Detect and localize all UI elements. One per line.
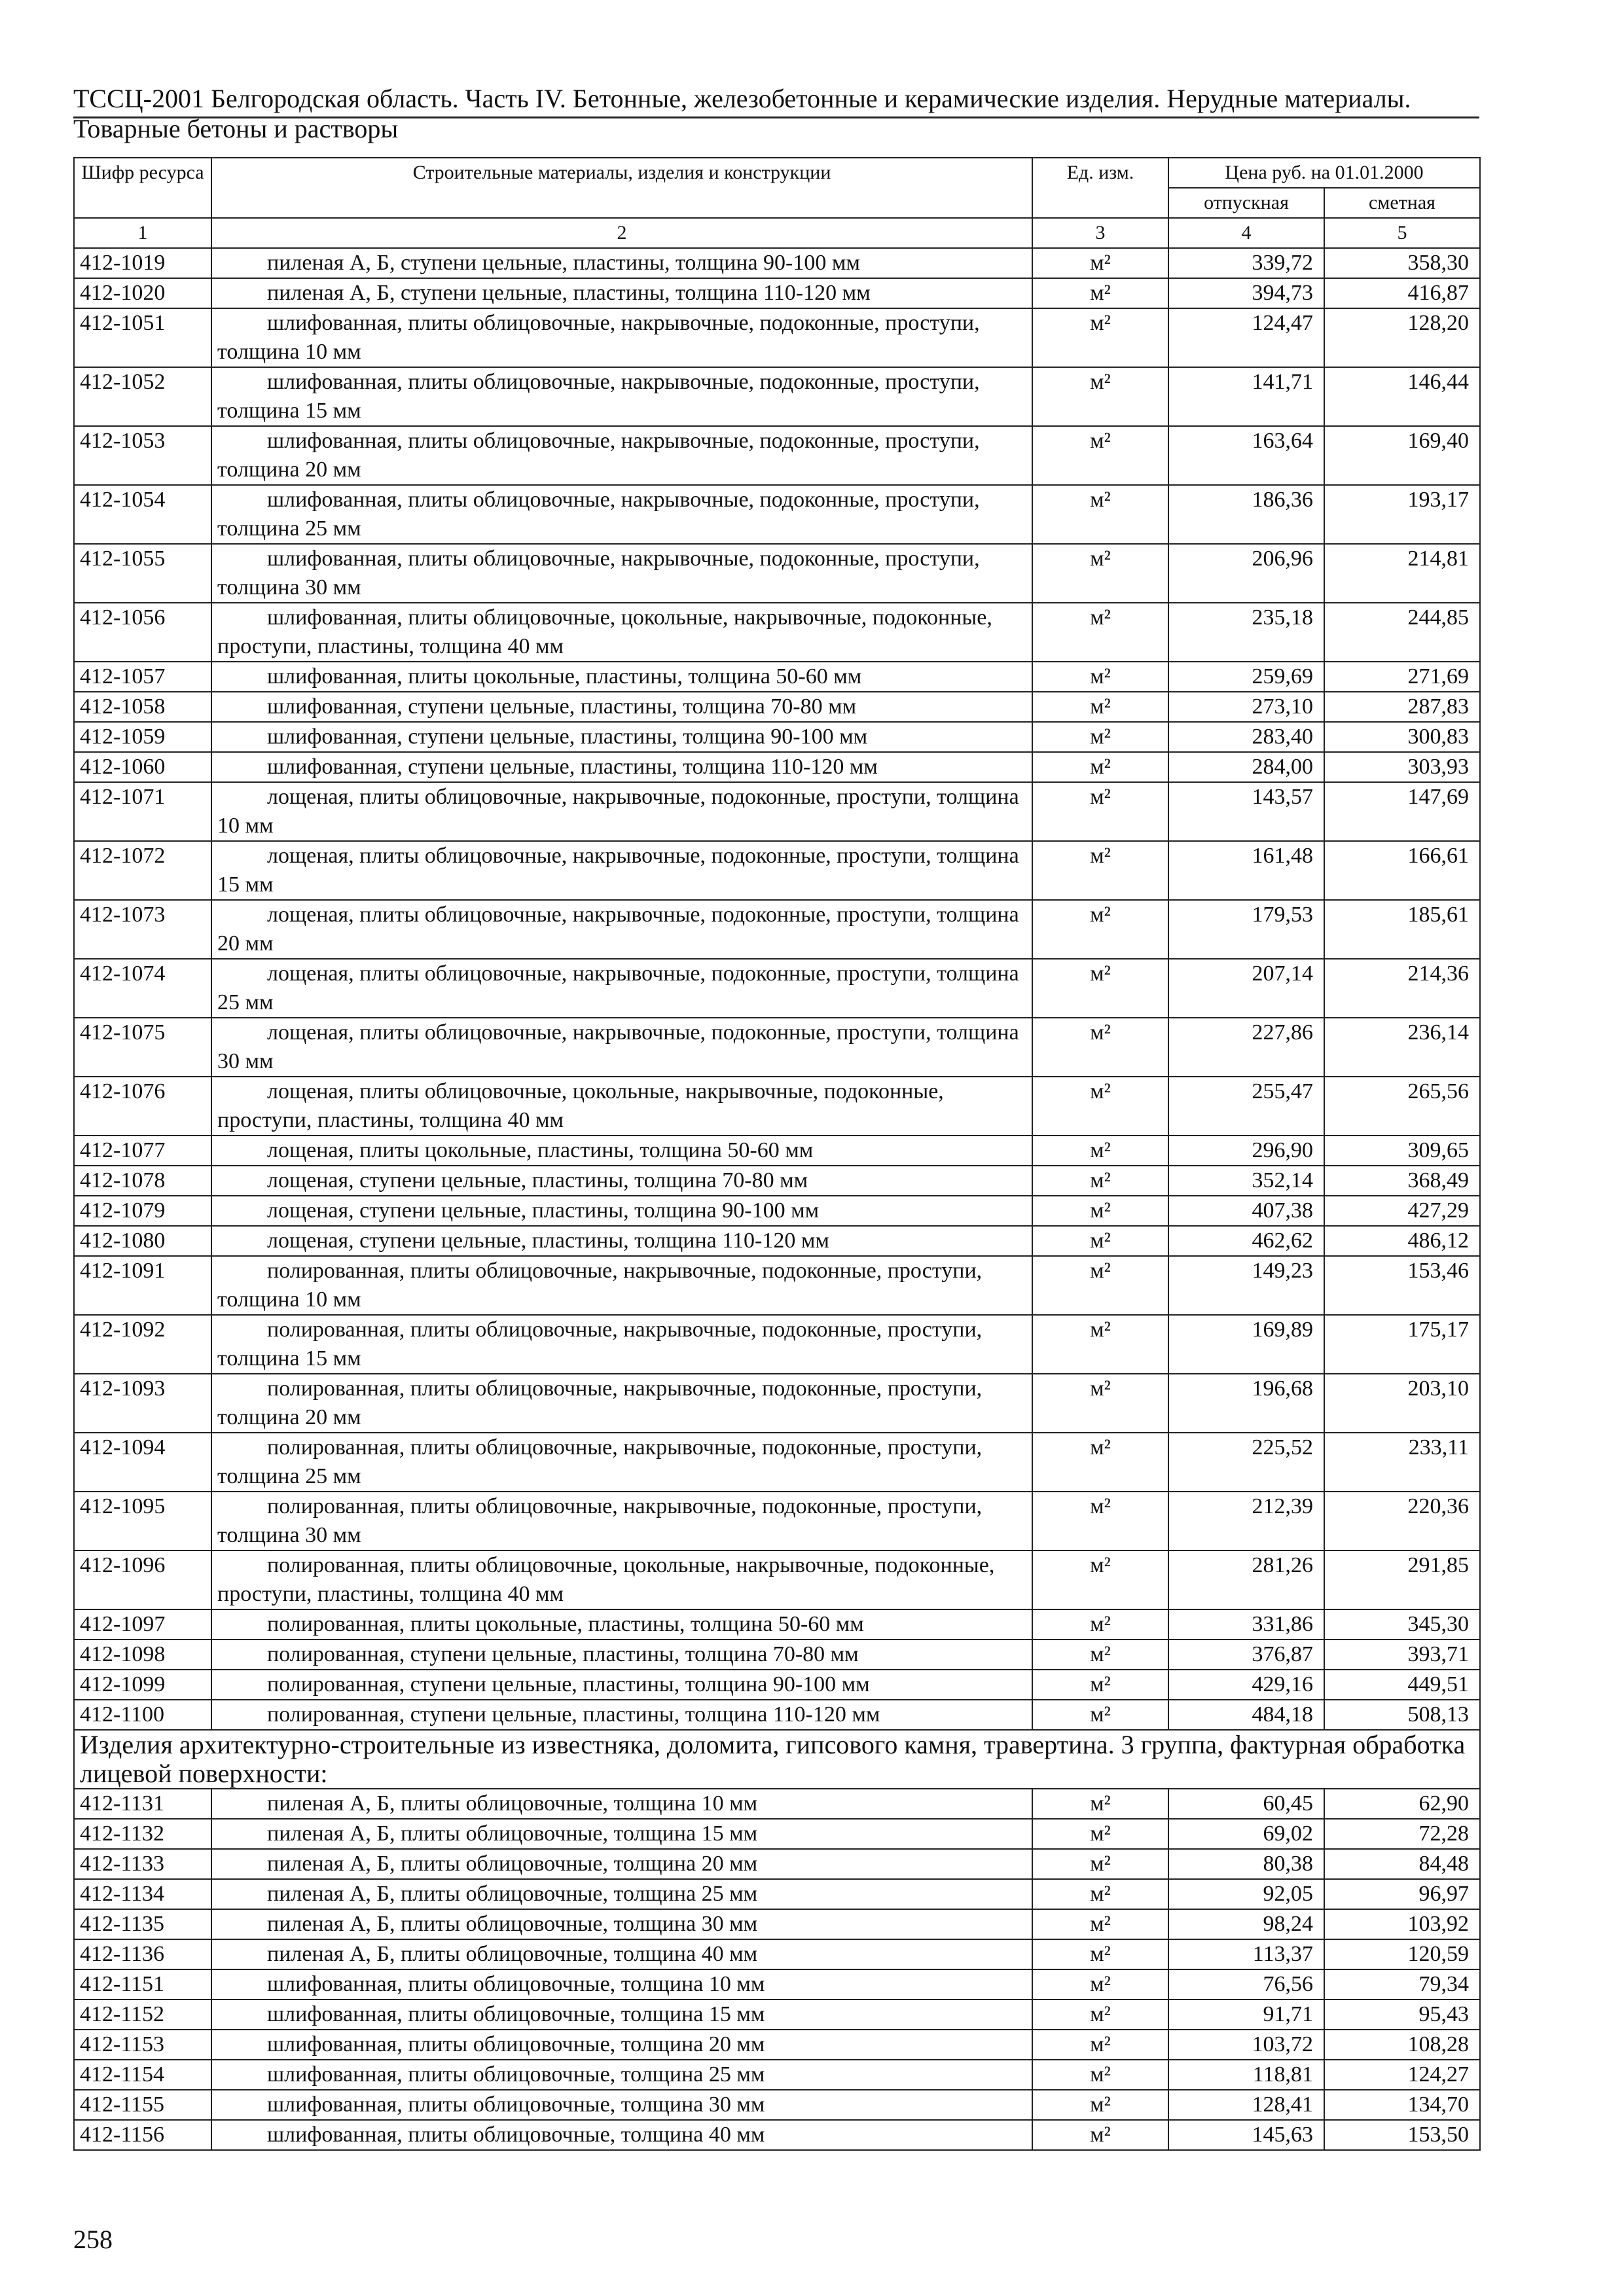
material-description: полированная, плиты облицовочные, цокольные, накрывочные, подоконные, проступи, пластины, толщина 40 мм <box>211 1551 1032 1609</box>
unit-of-measure: м² <box>1032 722 1168 752</box>
resource-code: 412-1020 <box>74 278 211 308</box>
unit-of-measure: м² <box>1032 485 1168 544</box>
unit-of-measure: м² <box>1032 1196 1168 1226</box>
table-row <box>74 841 1480 900</box>
material-description: полированная, плиты цокольные, пластины, толщина 50-60 мм <box>211 1609 1032 1640</box>
table-row <box>74 1492 1480 1551</box>
material-description: шлифованная, ступени цельные, пластины, толщина 70-80 мм <box>211 692 1032 722</box>
material-description: полированная, плиты облицовочные, накрывочные, подоконные, проступи, толщина 20 мм <box>211 1374 1032 1433</box>
material-description: лощеная, плиты облицовочные, накрывочные, подоконные, проступи, толщина 15 мм <box>211 841 1032 900</box>
unit-of-measure: м² <box>1032 900 1168 959</box>
release-price: 145,63 <box>1168 2120 1324 2150</box>
unit-of-measure: м² <box>1032 1909 1168 1939</box>
resource-code: 412-1155 <box>74 2090 211 2120</box>
table-row <box>74 1018 1480 1077</box>
release-price: 103,72 <box>1168 2030 1324 2060</box>
material-description: шлифованная, плиты облицовочные, толщина 20 мм <box>211 2030 1032 2060</box>
resource-code: 412-1019 <box>74 248 211 278</box>
table-row <box>74 1256 1480 1315</box>
table-row <box>74 1819 1480 1849</box>
table-row <box>74 1551 1480 1609</box>
estimate-price: 185,61 <box>1324 900 1480 959</box>
resource-code: 412-1093 <box>74 1374 211 1433</box>
resource-code: 412-1097 <box>74 1609 211 1640</box>
estimate-price: 166,61 <box>1324 841 1480 900</box>
release-price: 118,81 <box>1168 2060 1324 2090</box>
estimate-price: 134,70 <box>1324 2090 1480 2120</box>
release-price: 149,23 <box>1168 1256 1324 1315</box>
resource-code: 412-1051 <box>74 308 211 367</box>
table-row <box>74 426 1480 485</box>
unit-of-measure: м² <box>1032 841 1168 900</box>
price-table <box>73 157 1481 2151</box>
estimate-price: 291,85 <box>1324 1551 1480 1609</box>
material-description: полированная, плиты облицовочные, накрывочные, подоконные, проступи, толщина 30 мм <box>211 1492 1032 1551</box>
unit-of-measure: м² <box>1032 1374 1168 1433</box>
table-row <box>74 367 1480 426</box>
unit-of-measure: м² <box>1032 1819 1168 1849</box>
table-row <box>74 900 1480 959</box>
unit-of-measure: м² <box>1032 2000 1168 2030</box>
table-row <box>74 1166 1480 1196</box>
material-description: шлифованная, плиты облицовочные, накрывочные, подоконные, проступи, толщина 10 мм <box>211 308 1032 367</box>
release-price: 206,96 <box>1168 544 1324 603</box>
unit-of-measure: м² <box>1032 1315 1168 1374</box>
material-description: полированная, ступени цельные, пластины, толщина 110-120 мм <box>211 1700 1032 1730</box>
material-description: шлифованная, плиты облицовочные, толщина 40 мм <box>211 2120 1032 2150</box>
unit-of-measure: м² <box>1032 1256 1168 1315</box>
material-description: пиленая А, Б, ступени цельные, пластины, толщина 90-100 мм <box>211 248 1032 278</box>
unit-of-measure: м² <box>1032 2120 1168 2150</box>
estimate-price: 146,44 <box>1324 367 1480 426</box>
table-row <box>74 692 1480 722</box>
estimate-price: 486,12 <box>1324 1226 1480 1256</box>
resource-code: 412-1153 <box>74 2030 211 2060</box>
unit-of-measure: м² <box>1032 308 1168 367</box>
release-price: 186,36 <box>1168 485 1324 544</box>
material-description: пиленая А, Б, плиты облицовочные, толщина 40 мм <box>211 1939 1032 1969</box>
resource-code: 412-1073 <box>74 900 211 959</box>
unit-of-measure: м² <box>1032 1492 1168 1551</box>
resource-code: 412-1056 <box>74 603 211 662</box>
table-row <box>74 722 1480 752</box>
unit-of-measure: м² <box>1032 1849 1168 1879</box>
release-price: 128,41 <box>1168 2090 1324 2120</box>
release-price: 394,73 <box>1168 278 1324 308</box>
table-row <box>74 2120 1480 2150</box>
release-price: 212,39 <box>1168 1492 1324 1551</box>
estimate-price: 169,40 <box>1324 426 1480 485</box>
unit-of-measure: м² <box>1032 1969 1168 2000</box>
release-price: 80,38 <box>1168 1849 1324 1879</box>
table-row <box>74 1700 1480 1730</box>
estimate-price: 236,14 <box>1324 1018 1480 1077</box>
title-divider <box>73 117 1479 118</box>
estimate-price: 427,29 <box>1324 1196 1480 1226</box>
estimate-price: 300,83 <box>1324 722 1480 752</box>
estimate-price: 147,69 <box>1324 782 1480 841</box>
material-description: шлифованная, плиты облицовочные, накрывочные, подоконные, проступи, толщина 30 мм <box>211 544 1032 603</box>
release-price: 141,71 <box>1168 367 1324 426</box>
table-body <box>74 248 1480 2150</box>
estimate-price: 175,17 <box>1324 1315 1480 1374</box>
unit-of-measure: м² <box>1032 1166 1168 1196</box>
material-description: шлифованная, плиты облицовочные, цокольные, накрывочные, подоконные, проступи, пластины, толщина 40 мм <box>211 603 1032 662</box>
release-price: 296,90 <box>1168 1136 1324 1166</box>
header-unit: Ед. изм. <box>1032 158 1168 218</box>
release-price: 283,40 <box>1168 722 1324 752</box>
estimate-price: 271,69 <box>1324 662 1480 692</box>
material-description: пиленая А, Б, плиты облицовочные, толщина 25 мм <box>211 1879 1032 1909</box>
table-row <box>74 1640 1480 1670</box>
estimate-price: 416,87 <box>1324 278 1480 308</box>
table-row <box>74 662 1480 692</box>
resource-code: 412-1078 <box>74 1166 211 1196</box>
material-description: шлифованная, плиты цокольные, пластины, толщина 50-60 мм <box>211 662 1032 692</box>
estimate-price: 214,81 <box>1324 544 1480 603</box>
estimate-price: 287,83 <box>1324 692 1480 722</box>
material-description: лощеная, плиты облицовочные, цокольные, накрывочные, подоконные, проступи, пластины, толщина 40 мм <box>211 1077 1032 1136</box>
unit-of-measure: м² <box>1032 692 1168 722</box>
material-description: пиленая А, Б, плиты облицовочные, толщина 20 мм <box>211 1849 1032 1879</box>
estimate-price: 72,28 <box>1324 1819 1480 1849</box>
unit-of-measure: м² <box>1032 248 1168 278</box>
resource-code: 412-1080 <box>74 1226 211 1256</box>
unit-of-measure: м² <box>1032 278 1168 308</box>
material-description: пиленая А, Б, плиты облицовочные, толщина 15 мм <box>211 1819 1032 1849</box>
table-row <box>74 1939 1480 1969</box>
release-price: 227,86 <box>1168 1018 1324 1077</box>
resource-code: 412-1053 <box>74 426 211 485</box>
table-row <box>74 1789 1480 1819</box>
estimate-price: 153,50 <box>1324 2120 1480 2150</box>
estimate-price: 393,71 <box>1324 1640 1480 1670</box>
unit-of-measure: м² <box>1032 367 1168 426</box>
header-code: Шифр ресурса <box>74 158 211 218</box>
unit-of-measure: м² <box>1032 1640 1168 1670</box>
resource-code: 412-1100 <box>74 1700 211 1730</box>
resource-code: 412-1135 <box>74 1909 211 1939</box>
resource-code: 412-1156 <box>74 2120 211 2150</box>
release-price: 169,89 <box>1168 1315 1324 1374</box>
estimate-price: 128,20 <box>1324 308 1480 367</box>
unit-of-measure: м² <box>1032 1226 1168 1256</box>
unit-of-measure: м² <box>1032 752 1168 782</box>
estimate-price: 108,28 <box>1324 2030 1480 2060</box>
release-price: 92,05 <box>1168 1879 1324 1909</box>
table-row <box>74 2030 1480 2060</box>
material-description: шлифованная, плиты облицовочные, толщина 15 мм <box>211 2000 1032 2030</box>
estimate-price: 449,51 <box>1324 1670 1480 1700</box>
estimate-price: 153,46 <box>1324 1256 1480 1315</box>
table-row <box>74 2090 1480 2120</box>
table-row <box>74 2000 1480 2030</box>
release-price: 196,68 <box>1168 1374 1324 1433</box>
material-description: шлифованная, ступени цельные, пластины, толщина 110-120 мм <box>211 752 1032 782</box>
estimate-price: 244,85 <box>1324 603 1480 662</box>
table-row <box>74 2060 1480 2090</box>
release-price: 273,10 <box>1168 692 1324 722</box>
section-heading: Изделия архитектурно-строительные из известняка, доломита, гипсового камня, травертина. 3 группа, фактурная обработка лицевой поверхности: <box>74 1730 1480 1789</box>
material-description: лощеная, ступени цельные, пластины, толщина 70-80 мм <box>211 1166 1032 1196</box>
header-name: Строительные материалы, изделия и конструкции <box>211 158 1032 218</box>
material-description: шлифованная, плиты облицовочные, толщина 10 мм <box>211 1969 1032 2000</box>
material-description: шлифованная, плиты облицовочные, накрывочные, подоконные, проступи, толщина 25 мм <box>211 485 1032 544</box>
table-row <box>74 1609 1480 1640</box>
unit-of-measure: м² <box>1032 1789 1168 1819</box>
material-description: шлифованная, плиты облицовочные, накрывочные, подоконные, проступи, толщина 15 мм <box>211 367 1032 426</box>
release-price: 207,14 <box>1168 959 1324 1018</box>
release-price: 331,86 <box>1168 1609 1324 1640</box>
estimate-price: 233,11 <box>1324 1433 1480 1492</box>
resource-code: 412-1096 <box>74 1551 211 1609</box>
resource-code: 412-1151 <box>74 1969 211 2000</box>
release-price: 143,57 <box>1168 782 1324 841</box>
unit-of-measure: м² <box>1032 603 1168 662</box>
table-row <box>74 1879 1480 1909</box>
header-price: Цена руб. на 01.01.2000 <box>1168 158 1480 188</box>
material-description: шлифованная, плиты облицовочные, толщина 25 мм <box>211 2060 1032 2090</box>
resource-code: 412-1098 <box>74 1640 211 1670</box>
table-row <box>74 1315 1480 1374</box>
column-number: 5 <box>1324 218 1480 248</box>
resource-code: 412-1076 <box>74 1077 211 1136</box>
estimate-price: 95,43 <box>1324 2000 1480 2030</box>
material-description: лощеная, ступени цельные, пластины, толщина 90-100 мм <box>211 1196 1032 1226</box>
estimate-price: 368,49 <box>1324 1166 1480 1196</box>
column-number: 2 <box>211 218 1032 248</box>
table-row <box>74 485 1480 544</box>
release-price: 352,14 <box>1168 1166 1324 1196</box>
unit-of-measure: м² <box>1032 1551 1168 1609</box>
estimate-price: 309,65 <box>1324 1136 1480 1166</box>
unit-of-measure: м² <box>1032 1136 1168 1166</box>
table-row <box>74 603 1480 662</box>
resource-code: 412-1055 <box>74 544 211 603</box>
column-number: 3 <box>1032 218 1168 248</box>
release-price: 163,64 <box>1168 426 1324 485</box>
release-price: 284,00 <box>1168 752 1324 782</box>
resource-code: 412-1092 <box>74 1315 211 1374</box>
resource-code: 412-1095 <box>74 1492 211 1551</box>
material-description: пиленая А, Б, плиты облицовочные, толщина 30 мм <box>211 1909 1032 1939</box>
unit-of-measure: м² <box>1032 426 1168 485</box>
estimate-price: 265,56 <box>1324 1077 1480 1136</box>
unit-of-measure: м² <box>1032 2030 1168 2060</box>
resource-code: 412-1058 <box>74 692 211 722</box>
release-price: 179,53 <box>1168 900 1324 959</box>
column-number: 1 <box>74 218 211 248</box>
unit-of-measure: м² <box>1032 544 1168 603</box>
table-row <box>74 1670 1480 1700</box>
release-price: 60,45 <box>1168 1789 1324 1819</box>
table-row <box>74 1226 1480 1256</box>
resource-code: 412-1074 <box>74 959 211 1018</box>
release-price: 161,48 <box>1168 841 1324 900</box>
release-price: 91,71 <box>1168 2000 1324 2030</box>
table-row <box>74 1909 1480 1939</box>
unit-of-measure: м² <box>1032 1609 1168 1640</box>
material-description: пиленая А, Б, ступени цельные, пластины, толщина 110-120 мм <box>211 278 1032 308</box>
resource-code: 412-1059 <box>74 722 211 752</box>
header-estimate-price: сметная <box>1324 188 1480 218</box>
material-description: лощеная, плиты облицовочные, накрывочные, подоконные, проступи, толщина 20 мм <box>211 900 1032 959</box>
table-row <box>74 1196 1480 1226</box>
unit-of-measure: м² <box>1032 1433 1168 1492</box>
table-row <box>74 959 1480 1018</box>
estimate-price: 120,59 <box>1324 1939 1480 1969</box>
unit-of-measure: м² <box>1032 1879 1168 1909</box>
table-row <box>74 248 1480 278</box>
column-number-row <box>74 218 1480 248</box>
estimate-price: 303,93 <box>1324 752 1480 782</box>
resource-code: 412-1052 <box>74 367 211 426</box>
table-row <box>74 1374 1480 1433</box>
table-row <box>74 1433 1480 1492</box>
release-price: 69,02 <box>1168 1819 1324 1849</box>
release-price: 407,38 <box>1168 1196 1324 1226</box>
table-row <box>74 1077 1480 1136</box>
resource-code: 412-1079 <box>74 1196 211 1226</box>
material-description: лощеная, плиты облицовочные, накрывочные, подоконные, проступи, толщина 25 мм <box>211 959 1032 1018</box>
estimate-price: 103,92 <box>1324 1909 1480 1939</box>
resource-code: 412-1072 <box>74 841 211 900</box>
estimate-price: 124,27 <box>1324 2060 1480 2090</box>
material-description: шлифованная, ступени цельные, пластины, толщина 90-100 мм <box>211 722 1032 752</box>
resource-code: 412-1057 <box>74 662 211 692</box>
table-row <box>74 1969 1480 2000</box>
table-row <box>74 1849 1480 1879</box>
unit-of-measure: м² <box>1032 1018 1168 1077</box>
estimate-price: 345,30 <box>1324 1609 1480 1640</box>
resource-code: 412-1132 <box>74 1819 211 1849</box>
material-description: полированная, ступени цельные, пластины, толщина 90-100 мм <box>211 1670 1032 1700</box>
resource-code: 412-1060 <box>74 752 211 782</box>
table-row <box>74 544 1480 603</box>
resource-code: 412-1054 <box>74 485 211 544</box>
release-price: 462,62 <box>1168 1226 1324 1256</box>
header-release-price: отпускная <box>1168 188 1324 218</box>
material-description: лощеная, плиты облицовочные, накрывочные, подоконные, проступи, толщина 10 мм <box>211 782 1032 841</box>
material-description: лощеная, плиты цокольные, пластины, толщина 50-60 мм <box>211 1136 1032 1166</box>
estimate-price: 79,34 <box>1324 1969 1480 2000</box>
resource-code: 412-1154 <box>74 2060 211 2090</box>
resource-code: 412-1094 <box>74 1433 211 1492</box>
release-price: 255,47 <box>1168 1077 1324 1136</box>
unit-of-measure: м² <box>1032 2090 1168 2120</box>
resource-code: 412-1099 <box>74 1670 211 1700</box>
material-description: лощеная, ступени цельные, пластины, толщина 110-120 мм <box>211 1226 1032 1256</box>
estimate-price: 214,36 <box>1324 959 1480 1018</box>
table-row <box>74 308 1480 367</box>
estimate-price: 193,17 <box>1324 485 1480 544</box>
unit-of-measure: м² <box>1032 1077 1168 1136</box>
column-number: 4 <box>1168 218 1324 248</box>
estimate-price: 62,90 <box>1324 1789 1480 1819</box>
release-price: 429,16 <box>1168 1670 1324 1700</box>
release-price: 76,56 <box>1168 1969 1324 2000</box>
release-price: 339,72 <box>1168 248 1324 278</box>
resource-code: 412-1091 <box>74 1256 211 1315</box>
resource-code: 412-1134 <box>74 1879 211 1909</box>
release-price: 124,47 <box>1168 308 1324 367</box>
unit-of-measure: м² <box>1032 662 1168 692</box>
table-header-row <box>74 158 1480 188</box>
material-description: пиленая А, Б, плиты облицовочные, толщина 10 мм <box>211 1789 1032 1819</box>
material-description: полированная, ступени цельные, пластины, толщина 70-80 мм <box>211 1640 1032 1670</box>
material-description: лощеная, плиты облицовочные, накрывочные, подоконные, проступи, толщина 30 мм <box>211 1018 1032 1077</box>
release-price: 225,52 <box>1168 1433 1324 1492</box>
release-price: 235,18 <box>1168 603 1324 662</box>
unit-of-measure: м² <box>1032 782 1168 841</box>
resource-code: 412-1077 <box>74 1136 211 1166</box>
release-price: 259,69 <box>1168 662 1324 692</box>
table-row <box>74 1136 1480 1166</box>
resource-code: 412-1071 <box>74 782 211 841</box>
material-description: шлифованная, плиты облицовочные, толщина 30 мм <box>211 2090 1032 2120</box>
estimate-price: 220,36 <box>1324 1492 1480 1551</box>
unit-of-measure: м² <box>1032 1939 1168 1969</box>
material-description: полированная, плиты облицовочные, накрывочные, подоконные, проступи, толщина 15 мм <box>211 1315 1032 1374</box>
table-row <box>74 782 1480 841</box>
table-row <box>74 278 1480 308</box>
resource-code: 412-1131 <box>74 1789 211 1819</box>
unit-of-measure: м² <box>1032 1700 1168 1730</box>
release-price: 376,87 <box>1168 1640 1324 1670</box>
table-row <box>74 752 1480 782</box>
release-price: 281,26 <box>1168 1551 1324 1609</box>
estimate-price: 84,48 <box>1324 1849 1480 1879</box>
resource-code: 412-1133 <box>74 1849 211 1879</box>
page-title: ТССЦ-2001 Белгородская область. Часть IV. Бетонные, железобетонные и керамические изделия. Нерудные материалы. Товарные бетоны и растворы <box>73 84 1411 143</box>
release-price: 98,24 <box>1168 1909 1324 1939</box>
resource-code: 412-1075 <box>74 1018 211 1077</box>
unit-of-measure: м² <box>1032 959 1168 1018</box>
unit-of-measure: м² <box>1032 1670 1168 1700</box>
release-price: 484,18 <box>1168 1700 1324 1730</box>
material-description: полированная, плиты облицовочные, накрывочные, подоконные, проступи, толщина 25 мм <box>211 1433 1032 1492</box>
estimate-price: 358,30 <box>1324 248 1480 278</box>
estimate-price: 203,10 <box>1324 1374 1480 1433</box>
page-number: 258 <box>73 2225 113 2254</box>
material-description: шлифованная, плиты облицовочные, накрывочные, подоконные, проступи, толщина 20 мм <box>211 426 1032 485</box>
section-row <box>74 1730 1480 1789</box>
material-description: полированная, плиты облицовочные, накрывочные, подоконные, проступи, толщина 10 мм <box>211 1256 1032 1315</box>
resource-code: 412-1136 <box>74 1939 211 1969</box>
estimate-price: 96,97 <box>1324 1879 1480 1909</box>
resource-code: 412-1152 <box>74 2000 211 2030</box>
estimate-price: 508,13 <box>1324 1700 1480 1730</box>
release-price: 113,37 <box>1168 1939 1324 1969</box>
unit-of-measure: м² <box>1032 2060 1168 2090</box>
